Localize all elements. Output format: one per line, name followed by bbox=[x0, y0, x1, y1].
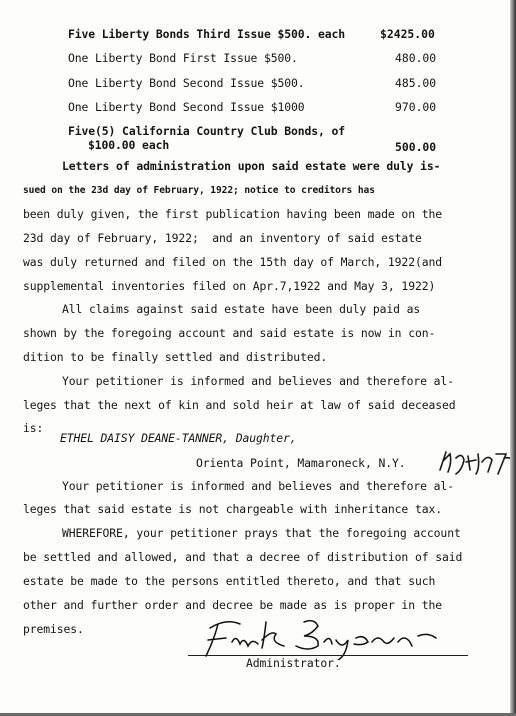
page-edge-shadow bbox=[510, 0, 516, 716]
bond-item-amount: 485.00 bbox=[395, 76, 437, 90]
paragraph-line: supplemental inventories filed on Apr.7,1922 and May 3, 1922) bbox=[23, 279, 436, 293]
paragraph-line: leges that the next of kin and sold heir at law of said deceased bbox=[23, 398, 456, 412]
signature-icon bbox=[196, 616, 486, 660]
paragraph-line: estate be made to the persons entitled thereto, and that such bbox=[23, 574, 436, 588]
paragraph-line: been duly given, the first publication having been made on the bbox=[23, 207, 442, 221]
paragraph-line: Letters of administration upon said estate were duly is- bbox=[62, 159, 441, 173]
paragraph-line: 23d day of February, 1922; and an inventory of said estate bbox=[23, 231, 422, 245]
bond-item-description: One Liberty Bond Second Issue $1000 bbox=[68, 100, 305, 114]
bond-item-amount: 480.00 bbox=[395, 51, 437, 65]
handwritten-note-icon bbox=[436, 448, 516, 478]
bond-item-amount: $2425.00 bbox=[380, 27, 435, 41]
paragraph-line: leges that said estate is not chargeable with inheritance tax. bbox=[23, 502, 442, 516]
heir-address: Orienta Point, Mamaroneck, N.Y. bbox=[196, 456, 406, 470]
paragraph-line: was duly returned and filed on the 15th day of March, 1922(and bbox=[23, 255, 442, 269]
paragraph-line: WHEREFORE, your petitioner prays that the foregoing account bbox=[62, 526, 461, 540]
paragraph-line: All claims against said estate have been duly paid as bbox=[62, 302, 421, 316]
paragraph-line: Your petitioner is informed and believes and therefore al- bbox=[62, 374, 454, 388]
paragraph-line: sued on the 23d day of February, 1922; notice to creditors has bbox=[23, 185, 375, 196]
paragraph-line: be settled and allowed, and that a decree of distribution of said bbox=[23, 550, 463, 564]
paragraph-line: shown by the foregoing account and said estate is now in con- bbox=[23, 326, 436, 340]
paragraph-line: premises. bbox=[23, 622, 84, 636]
bond-item-description: Five(5) California Country Club Bonds, of bbox=[68, 124, 346, 138]
bond-item-description: One Liberty Bond First Issue $500. bbox=[68, 51, 298, 65]
bond-item-description-cont: $100.00 each bbox=[88, 138, 170, 152]
paragraph-line: dition to be finally settled and distributed. bbox=[23, 350, 328, 364]
signature-role: Administrator. bbox=[246, 656, 341, 670]
bond-item-description: One Liberty Bond Second Issue $500. bbox=[68, 76, 305, 90]
paragraph-line: is: bbox=[23, 421, 44, 435]
paragraph-line: Your petitioner is informed and believes and therefore al- bbox=[62, 479, 454, 493]
bond-item-amount: 500.00 bbox=[395, 140, 437, 154]
bond-item-amount: 970.00 bbox=[395, 100, 437, 114]
paragraph-line: other and further order and decree be made as is proper in the bbox=[23, 598, 442, 612]
bond-item-description: Five Liberty Bonds Third Issue $500. each bbox=[68, 27, 346, 41]
heir-name: ETHEL DAISY DEANE-TANNER, Daughter, bbox=[60, 431, 297, 445]
